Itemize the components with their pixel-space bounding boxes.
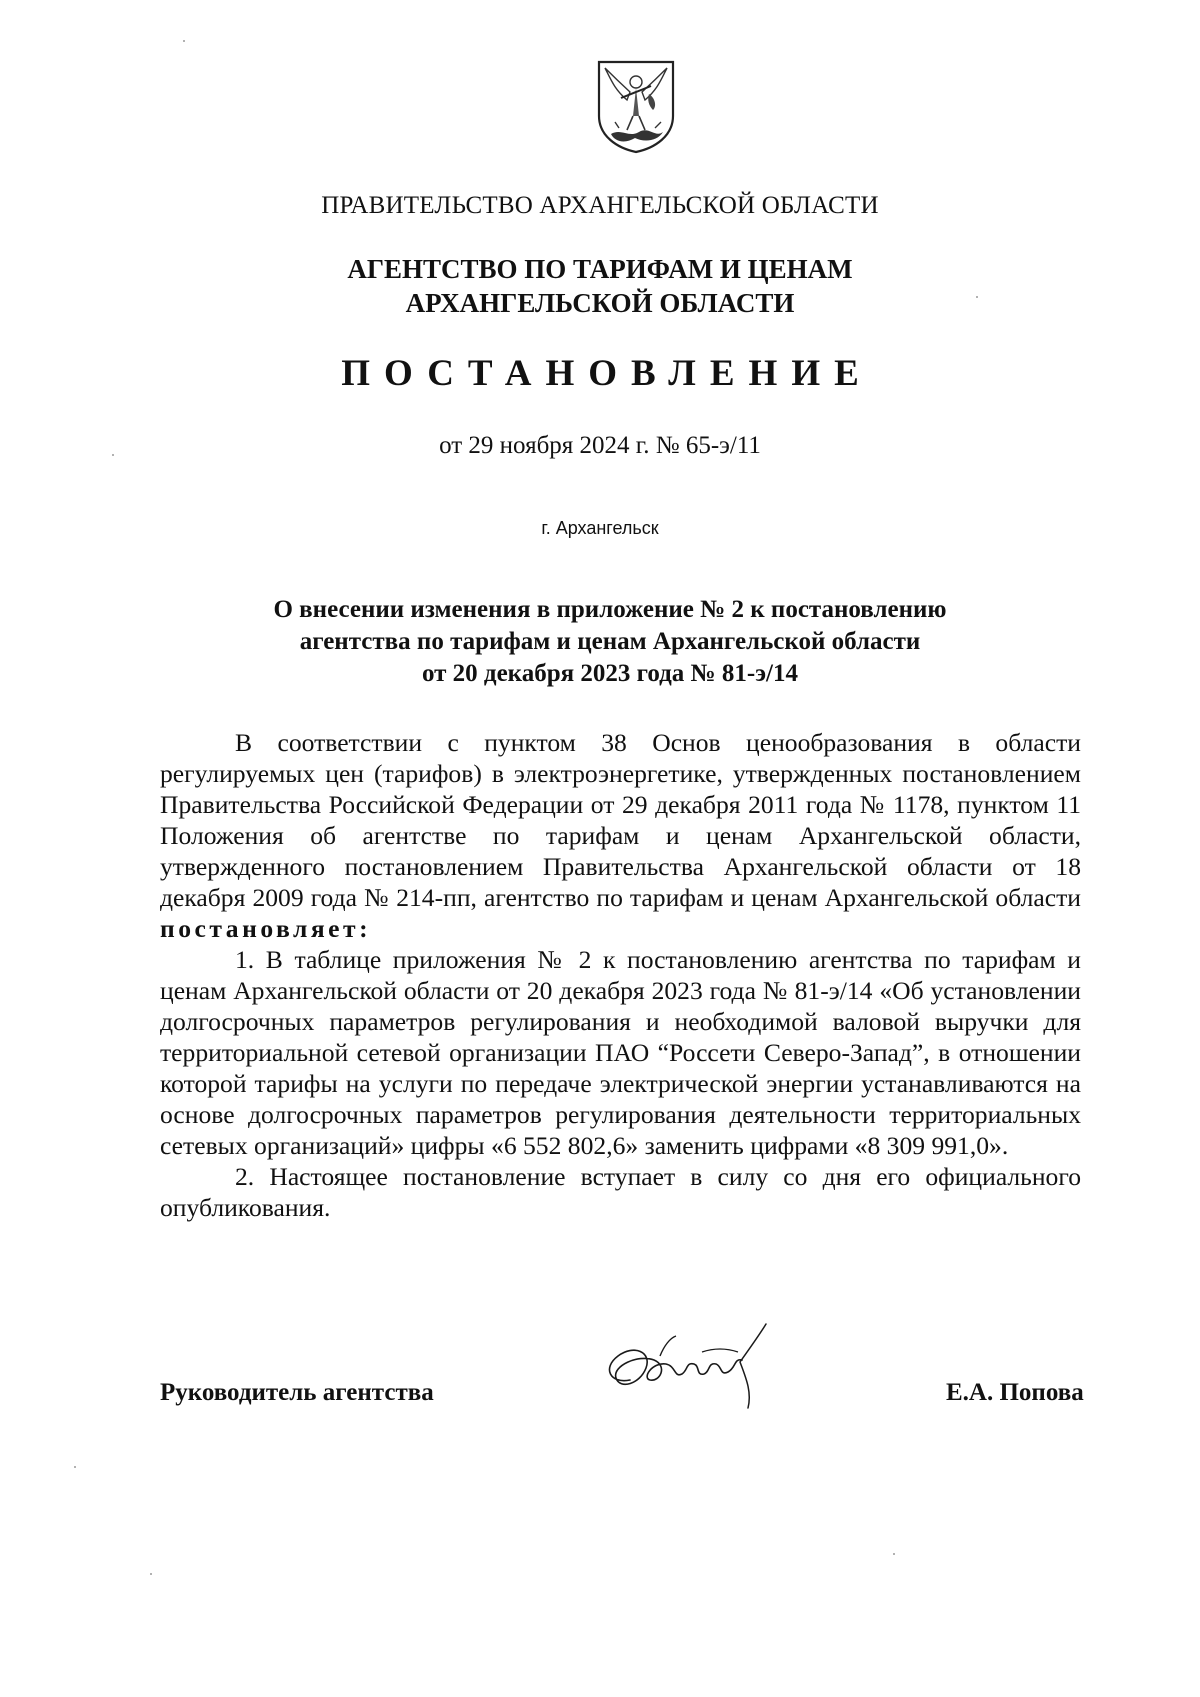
document-body [160,727,1081,1223]
preamble-paragraph [160,727,1081,944]
agency-heading-line2: АРХАНГЕЛЬСКОЙ ОБЛАСТИ [405,288,795,318]
document-subject [160,594,1060,690]
resolves-word: постановляет: [160,914,372,943]
subject-line3: от 20 декабря 2023 года № 81-э/14 [421,660,798,687]
subject-line1: О внесении изменения в приложение № 2 к постановлению [273,596,947,623]
scan-speck [74,1466,76,1468]
agency-heading-line1: АГЕНТСТВО ПО ТАРИФАМ И ЦЕНАМ [347,254,853,284]
signer-name: Е.А. Попова [946,1379,1084,1406]
city-label: г. Архангельск [541,518,659,538]
coat-of-arms-icon [593,58,679,154]
handwritten-signature [590,1318,800,1418]
document-type-title: ПОСТАНОВЛЕНИЕ [341,353,873,394]
scan-speck [183,40,185,42]
date-and-number: от 29 ноября 2024 г. № 65-э/11 [439,432,761,459]
scan-speck [150,1573,152,1575]
subject-line2: агентства по тарифам и ценам Архангельской области [299,628,921,655]
agency-heading [0,252,1200,320]
scan-speck [112,454,114,456]
scan-speck [976,296,978,298]
scan-speck [893,1553,895,1555]
item-2-paragraph: 2. Настоящее постановление вступает в силу со дня его официального опубликования. [160,1162,1081,1222]
signer-position: Руководитель агентства [160,1379,434,1406]
preamble-text: В соответствии с пунктом 38 Основ ценообразования в области регулируемых цен (тарифов) в электроэнергетике, утвержденных постановлением Правительства Российской Федерации от 29 декабря 2011 года № 1178, пунктом 11 Положения об агентстве по тарифам и ценам Архангельской области, утвержденного постановлением Правительства Архангельской области от 18 декабря 2009 года № 214-пп, агентство по тарифам и ценам Архангельской области [160,728,1081,912]
item-1-paragraph: 1. В таблице приложения № 2 к постановлению агентства по тарифам и ценам Архангельской области от 20 декабря 2023 года № 81-э/14 «Об установлении долгосрочных параметров регулирования и необходимой валовой выручки для территориальной сетевой организации ПАО “Россети Северо-Запад”, в отношении которой тарифы на услуги по передаче электрической энергии устанавливаются на основе долгосрочных параметров регулирования деятельности территориальных сетевых организаций» цифры «6 552 802,6» заменить цифрами «8 309 991,0». [160,945,1081,1160]
government-heading: ПРАВИТЕЛЬСТВО АРХАНГЕЛЬСКОЙ ОБЛАСТИ [321,192,879,219]
